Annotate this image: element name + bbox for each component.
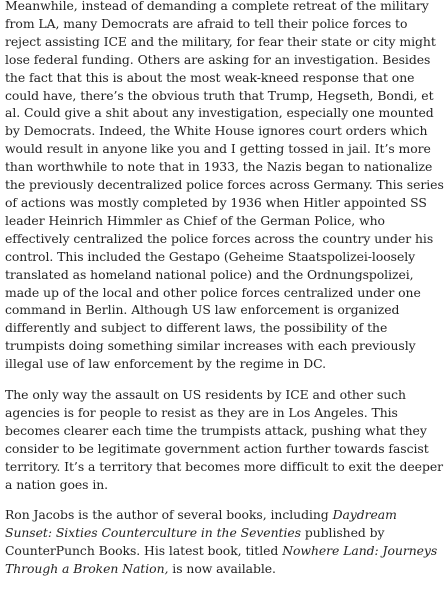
author-bio xyxy=(5,506,445,578)
book-title-daydream-sunset: Daydream Sunset: Sixties Counterculture in the Seventies xyxy=(5,507,397,541)
book-title-nowhere-land: Nowhere Land: Journeys Through a Broken Nation, xyxy=(5,543,438,577)
bio-text-3: is now available. xyxy=(168,561,276,577)
article-body xyxy=(5,0,445,591)
paragraph-police-nationalization: Meanwhile, instead of demanding a complete retreat of the military from LA, many Democrats are afraid to tell their police forces to reject assisting ICE and the military, for fear their state or city might lose federal funding. Others are asking for an investigation. Besides the fact that this is about the most weak-kneed response that one could have, there’s the obvious truth that Trump, Hegseth, Bondi, et al. Could give a shit about any investigation, especially one mounted by Democrats. Indeed, the White House ignores court orders which would result in anyone like you and I getting tossed in jail. It’s more than worthwhile to note that in 1933, the Nazis began to nationalize the previously decentralized police forces across Germany. This series of actions was mostly completed by 1936 when Hitler appointed SS leader Heinrich Himmler as Chief of the German Police, who effectively centralized the police forces across the country under his control. This included the Gestapo (Geheime Staatspolizei-loosely translated as homeland national police) and the Ordnungspolizei, made up of the local and other police forces centralized under one command in Berlin. Although US law enforcement is organized differently and subject to different laws, the possibility of the trumpists doing something similar increases with each previously illegal use of law enforcement by the regime in DC. xyxy=(5,0,444,372)
paragraph-resistance: The only way the assault on US residents by ICE and other such agencies is for people to resist as they are in Los Angeles. This becomes clearer each time the trumpists attack, pushing what they consider to be legitimate government action further towards fascist territory. It’s a territory that becomes more difficult to exit the deeper a nation goes in. xyxy=(5,387,444,492)
bio-text-1: Ron Jacobs is the author of several books, including xyxy=(5,507,333,523)
bio-text-2: published by CounterPunch Books. His latest book, titled xyxy=(5,525,385,559)
